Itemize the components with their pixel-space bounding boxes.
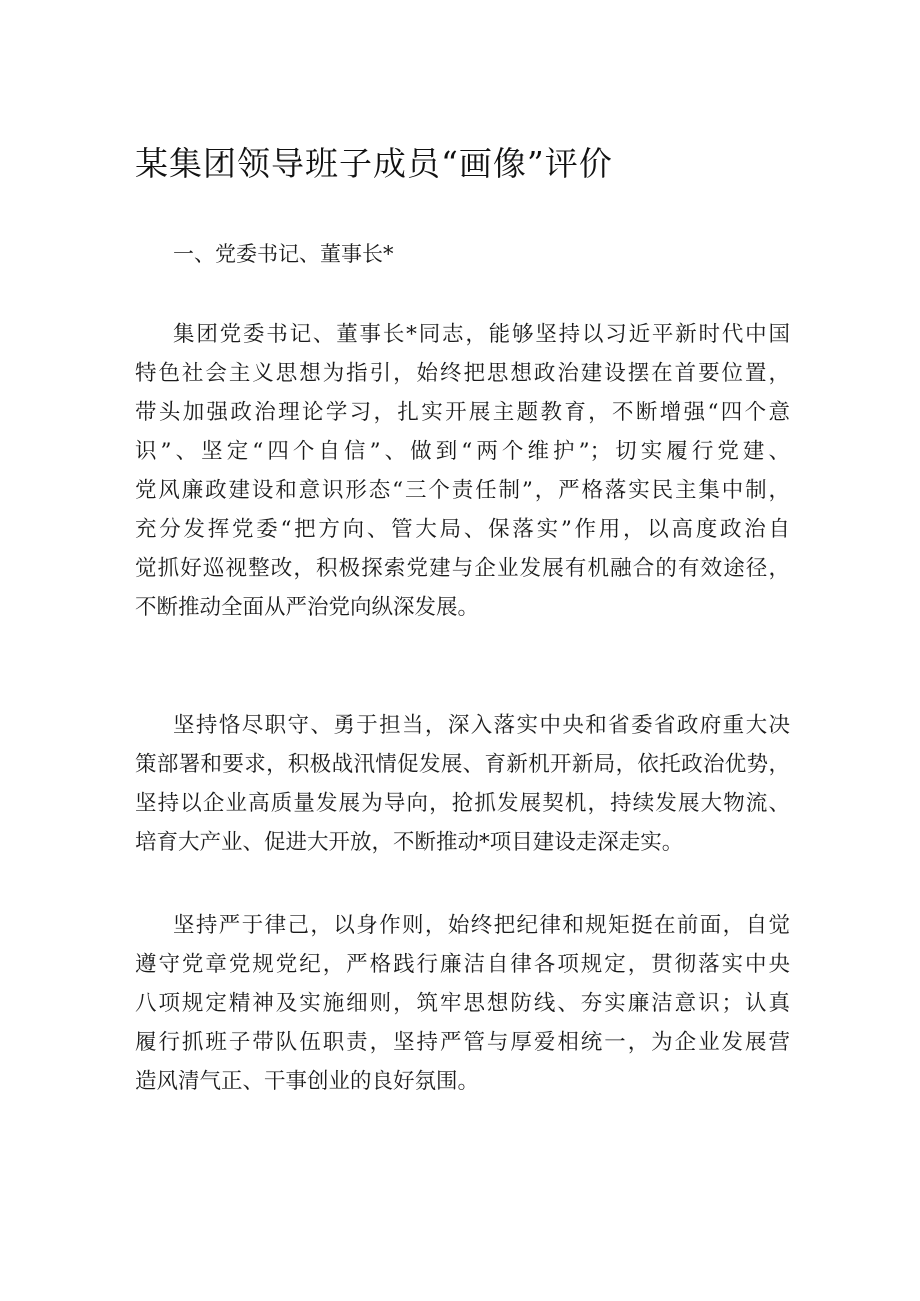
paragraph-line: 带头加强政治理论学习，扎实开展主题教育，不断增强“四个意	[135, 400, 790, 425]
paragraph-line: 遵守党章党规党纪，严格践行廉洁自律各项规定，贯彻落实中央	[135, 952, 790, 977]
paragraph-line: 充分发挥党委“把方向、管大局、保落实”作用，以高度政治自	[135, 517, 790, 542]
paragraph-line: 坚持恪尽职守、勇于担当，深入落实中央和省委省政府重大决	[173, 713, 790, 738]
paragraph-line: 特色社会主义思想为指引，始终把思想政治建设摆在首要位置，	[135, 361, 790, 386]
section-heading: 一、党委书记、董事长*	[173, 242, 394, 266]
paragraph-line: 党风廉政建设和意识形态“三个责任制”，严格落实民主集中制，	[135, 478, 790, 503]
paragraph-line: 坚持以企业高质量发展为导向，抢抓发展契机，持续发展大物流、	[135, 791, 790, 816]
paragraph-line: 识”、坚定“四个自信”、做到“两个维护”；切实履行党建、	[135, 439, 790, 464]
paragraph-line: 八项规定精神及实施细则，筑牢思想防线、夯实廉洁意识；认真	[135, 991, 790, 1016]
paragraph-line: 策部署和要求，积极战汛情促发展、育新机开新局，依托政治优势，	[135, 752, 790, 777]
paragraph-line: 培育大产业、促进大开放，不断推动*项目建设走深走实。	[135, 830, 684, 855]
paragraph-line: 集团党委书记、董事长*同志，能够坚持以习近平新时代中国	[173, 322, 790, 347]
body-paragraph	[135, 906, 790, 1101]
paragraph-line: 坚持严于律己，以身作则，始终把纪律和规矩挺在前面，自觉	[173, 913, 790, 938]
paragraph-line: 履行抓班子带队伍职责，坚持严管与厚爱相统一，为企业发展营	[135, 1030, 790, 1055]
paragraph-line: 不断推动全面从严治党向纵深发展。	[135, 595, 480, 620]
paragraph-line: 造风清气正、干事创业的良好氛围。	[135, 1069, 480, 1094]
body-paragraph	[135, 315, 790, 627]
document-title: 某集团领导班子成员“画像”评价	[135, 144, 613, 183]
paragraph-line: 觉抓好巡视整改，积极探索党建与企业发展有机融合的有效途径，	[135, 556, 790, 581]
body-paragraph	[135, 706, 790, 862]
